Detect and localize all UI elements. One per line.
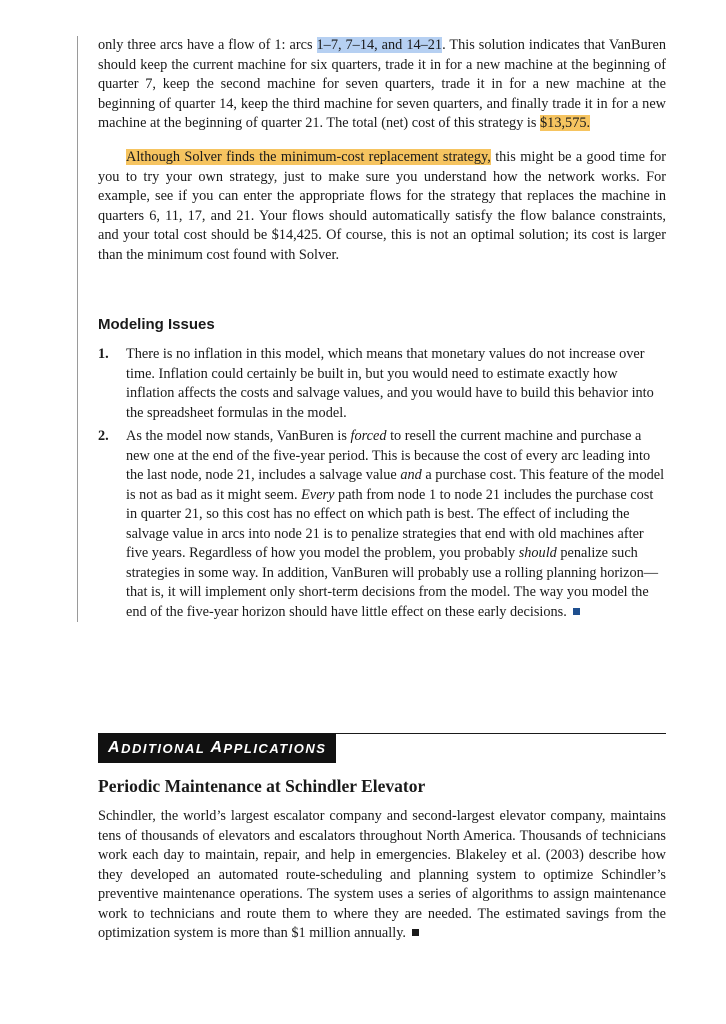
modeling-issues-list [98,345,666,626]
end-of-section-icon [412,929,419,936]
highlight-cost[interactable]: $13,575. [540,115,591,131]
modeling-issues-heading: Modeling Issues [98,316,215,333]
highlight-arcs[interactable]: 1–7, 7–14, and 14–21 [316,37,443,53]
paragraph-solution: only three arcs have a flow of 1: arcs 1–7, 7–14, and 14–21. This solution indicates that VanBuren should keep the current machine for six quarters, trade it in for a new machine at the beginning of quarter 7, keep the second machine for seven quarters, trade it in for a new machine at the beginning of quarter 14, keep the third machine for seven quarters, and finally trade it in for a new machine at the beginning of quarter 21. The total (net) cost of this strategy is $13,575. [98,37,666,131]
list-text: As the model now stands, VanBuren is forced to resell the current machine and purchase a new one at the end of the five-year period. This is because the cost of every arc leading into the last node, node 21, includes a salvage value and a purchase cost. This feature of the model is not as bad as it might seem. Every path from node 1 to node 21 includes the purchase cost in quarter 21, so this cost has no effect on which path is best. The effect of including the salvage value in arcs into node 21 is to penalize strategies that end with old machines after five years. Regardless of how you model the problem, you probably should penalize such strategies in some way. In addition, VanBuren will probably use a rolling planning horizon—that is, it will implement only short-term decisions from the model. The way you model the end of the five-year horizon should have little effect on these early decisions. [126,428,665,620]
margin-change-bar [77,36,78,622]
list-item [98,427,666,622]
additional-applications-banner: A DDITIONAL A PPLICATIONS [98,733,336,763]
list-number: 1. [98,346,109,362]
highlight-solver[interactable]: Although Solver finds the minimum-cost replacement strategy, [126,149,491,165]
list-number: 2. [98,428,109,444]
list-text: There is no inflation in this model, which means that monetary values do not increase over time. Inflation could certainly be built in, but you would need to estimate exactly how inflation affects the costs and salvage values, and you would have to build this behavior into the spreadsheet formulas in the model. [126,346,654,421]
application-body: Schindler, the world’s largest escalator company and second-largest elevator company, maintains tens of thousands of elevators and escalators throughout North America. Thousands of technicians work each day to maintain, repair, and help in emergencies. Blakeley et al. (2003) describe how they developed an automated route-scheduling and planning system to optimize Schindler’s preventive maintenance operations. The system uses a series of algorithms to assign maintenance work to technicians and route them to where they are needed. The estimated savings from the optimization system is more than $1 million annually. [98,808,666,941]
paragraph-try-strategy: Although Solver finds the minimum-cost replacement strategy, this might be a good time for you to try your own strategy, just to make sure you understand how the network works. For example, see if you can enter the appropriate flows for the strategy that replaces the machine in quarters 6, 11, 17, and 21. Your flows should automatically satisfy the flow balance constraints, and your total cost should be $14,425. Of course, this is not an optimal solution; its cost is larger than the minimum cost found with Solver. [98,149,666,263]
end-of-example-icon [573,608,580,615]
list-item [98,345,666,423]
application-title: Periodic Maintenance at Schindler Elevator [98,776,426,796]
